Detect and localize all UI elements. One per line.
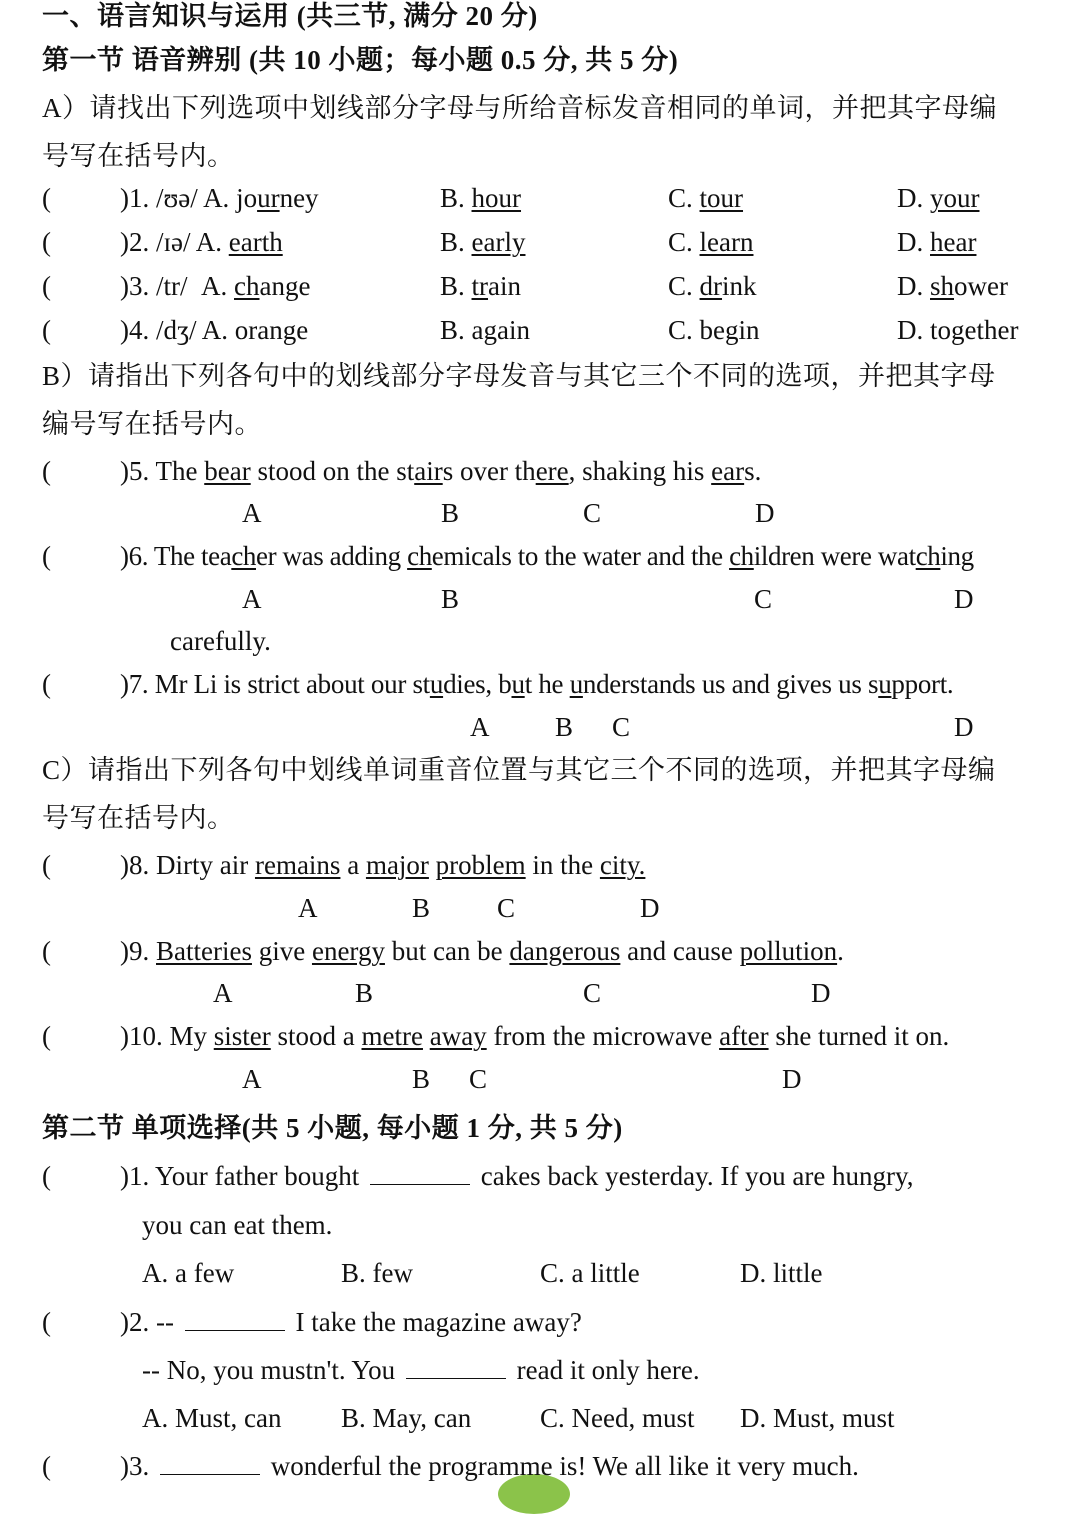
label-b: B	[441, 498, 460, 528]
label-d: D	[782, 1064, 802, 1094]
label-b: B	[412, 893, 431, 923]
q2-option-b: B. early	[440, 227, 526, 257]
q2-option-c: C. learn	[668, 227, 754, 257]
label-b: B	[412, 1064, 431, 1094]
label-c: C	[754, 584, 773, 614]
label-d: D	[811, 978, 831, 1008]
paren: (	[42, 227, 51, 257]
mc2-option-b: B. May, can	[341, 1403, 472, 1433]
q1-option-c: C. tour	[668, 183, 744, 213]
question-2: )2. /ɪə/ A. earth	[120, 227, 283, 257]
question-10: )10. My sister stood a metre away from the microwave after she turned it on.	[120, 1021, 950, 1051]
question-4: )4. /dʒ/ A. orange	[120, 315, 309, 345]
mc-question-3: )3. wonderful the programme is! We all like it very much.	[120, 1451, 859, 1481]
question-6-cont: carefully.	[170, 626, 271, 656]
section-title: 一、语言知识与运用 (共三节, 满分 20 分)	[42, 1, 538, 31]
label-a: A	[298, 893, 318, 923]
label-c: C	[583, 498, 602, 528]
mc-question-2-cont: -- No, you mustn't. You read it only here.	[142, 1355, 700, 1385]
label-b: B	[355, 978, 374, 1008]
label-a: A	[242, 1064, 262, 1094]
partC-instruction-cont: 号写在括号内。	[42, 803, 235, 833]
mc1-option-c: C. a little	[540, 1258, 640, 1288]
q3-option-d: D. shower	[897, 271, 1008, 301]
label-c: C	[497, 893, 516, 923]
q4-option-c: C. begin	[668, 315, 760, 345]
q1-option-d: D. your	[897, 183, 980, 213]
label-a: A	[242, 498, 262, 528]
partB-instruction-cont: 编号写在括号内。	[42, 409, 262, 439]
q3-option-c: C. drink	[668, 271, 757, 301]
paren: (	[42, 1451, 51, 1481]
mc2-option-a: A. Must, can	[142, 1403, 282, 1433]
label-a: A	[470, 712, 490, 742]
paren: (	[42, 315, 51, 345]
mc1-option-a: A. a few	[142, 1258, 235, 1288]
partB-instruction: B）请指出下列各句中的划线部分字母发音与其它三个不同的选项，并把其字母	[42, 361, 996, 391]
partA-instruction: A）请找出下列选项中划线部分字母与所给音标发音相同的单词，并把其字母编	[42, 93, 997, 123]
paren: (	[42, 541, 51, 571]
q3-option-b: B. train	[440, 271, 522, 301]
question-1: )1. /ʊə/ A. journey	[120, 183, 319, 213]
label-a: A	[213, 978, 233, 1008]
part1-title: 第一节 语音辨别 (共 10 小题；每小题 0.5 分, 共 5 分)	[42, 45, 679, 75]
label-d: D	[640, 893, 660, 923]
question-9: )9. Batteries give energy but can be dangerous and cause pollution.	[120, 936, 844, 966]
answer-blank[interactable]	[406, 1356, 506, 1379]
paren: (	[42, 271, 51, 301]
question-5: )5. The bear stood on the stairs over there, shaking his ears.	[120, 456, 762, 486]
paren: (	[42, 1307, 51, 1337]
partA-instruction-cont: 号写在括号内。	[42, 141, 235, 171]
q1-option-b: B. hour	[440, 183, 522, 213]
answer-blank[interactable]	[185, 1308, 285, 1331]
mc-question-1: )1. Your father bought cakes back yesterday. If you are hungry,	[120, 1161, 914, 1191]
question-7: )7. Mr Li is strict about our studies, but he understands us and gives us support.	[120, 669, 954, 699]
paren: (	[42, 936, 51, 966]
paren: (	[42, 1021, 51, 1051]
mc2-option-c: C. Need, must	[540, 1403, 695, 1433]
paren: (	[42, 183, 51, 213]
question-8: )8. Dirty air remains a major problem in the city.	[120, 850, 646, 880]
mc-question-2: )2. -- I take the magazine away?	[120, 1307, 582, 1337]
mc1-option-d: D. little	[740, 1258, 823, 1288]
mc2-option-d: D. Must, must	[740, 1403, 895, 1433]
label-b: B	[441, 584, 460, 614]
label-b: B	[555, 712, 574, 742]
paren: (	[42, 1161, 51, 1191]
part2-title: 第二节 单项选择(共 5 小题, 每小题 1 分, 共 5 分)	[42, 1113, 623, 1143]
q4-option-b: B. again	[440, 315, 530, 345]
q4-option-d: D. together	[897, 315, 1019, 345]
label-c: C	[469, 1064, 488, 1094]
label-a: A	[242, 584, 262, 614]
question-3: )3. /tr/ A. change	[120, 271, 311, 301]
label-c: C	[583, 978, 602, 1008]
mc1-option-b: B. few	[341, 1258, 413, 1288]
q2-option-d: D. hear	[897, 227, 977, 257]
label-c: C	[612, 712, 631, 742]
question-6: )6. The teacher was adding chemicals to the water and the children were watching	[120, 541, 974, 571]
label-d: D	[755, 498, 775, 528]
paren: (	[42, 456, 51, 486]
partC-instruction: C）请指出下列各句中划线单词重音位置与其它三个不同的选项，并把其字母编	[42, 755, 996, 785]
label-d: D	[954, 712, 974, 742]
answer-blank[interactable]	[160, 1452, 260, 1475]
answer-blank[interactable]	[370, 1162, 470, 1185]
paren: (	[42, 850, 51, 880]
paren: (	[42, 669, 51, 699]
mc-question-1-cont: you can eat them.	[142, 1210, 333, 1240]
label-d: D	[954, 584, 974, 614]
